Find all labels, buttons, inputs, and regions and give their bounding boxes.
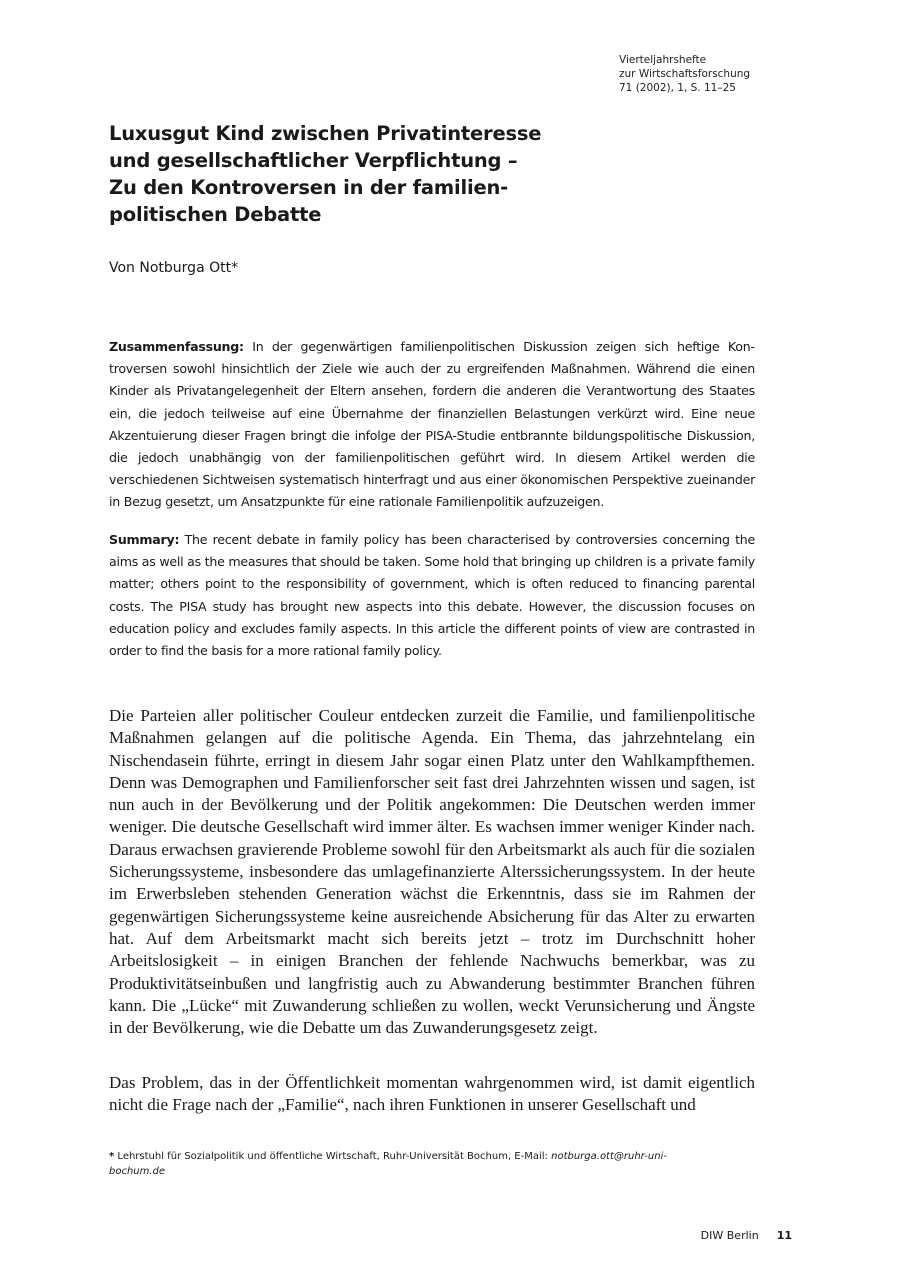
- title-line-1: Luxusgut Kind zwischen Privatinteresse: [109, 122, 542, 145]
- journal-name-line1: Vierteljahrshefte: [619, 54, 707, 66]
- body-paragraph-1: Die Parteien aller politischer Couleur entdecken zurzeit die Familie, und familienpolitische Maßnahmen gelangen auf die politische Agenda. Ein Thema, das jahrzehntelang ein Nischendasein führte, erringt in diesem Jahr sogar einen Platz unter den Wahlkampfthemen. Denn was Demographen und Familienforscher seit fast drei Jahrzehnten wissen und sagen, ist nun auch in der Bevölkerung und der Politik angekommen: Die Deutschen werden immer weniger. Die deutsche Gesellschaft wird immer älter. Es wachsen immer weniger Kinder nach. Daraus erwachsen gravierende Probleme sowohl für den Arbeitsmarkt als auch für die sozialen Sicherungssysteme, insbesondere das umlagefinanzierte Alterssicherungssystem. In der heute im Erwerbsleben stehenden Generation wächst die Erkenntnis, dass sie im Rahmen der gegenwärtigen Sicherungssysteme keine ausreichende Absicherung für das Alter zu erwarten hat. Auf dem Arbeitsmarkt macht sich bereits jetzt – trotz im Durchschnitt hoher Arbeitslosigkeit – in einigen Branchen der fehlende Nachwuchs bemerkbar, was zu Produktivitätseinbußen und langfristig auch zu Abwanderung bestimmter Branchen führen kann. Die „Lücke“ mit Zuwanderung schließen zu wollen, weckt Verunsicherung und Ängste in der Bevölkerung, wie die Debatte um das Zuwanderungsgesetz zeigt.: [109, 706, 755, 1038]
- abstract-english-label: Summary:: [109, 532, 180, 547]
- footnote-email-link[interactable]: notburga.ott@ruhr-uni-bochum.de: [109, 1151, 667, 1177]
- title-line-4: politischen Debatte: [109, 203, 322, 226]
- abstract-german-label: Zusammenfassung:: [109, 339, 244, 354]
- journal-citation: 71 (2002), 1, S. 11–25: [619, 82, 736, 94]
- abstract-german: [109, 336, 755, 514]
- journal-reference: [619, 53, 839, 95]
- abstract-english: [109, 529, 755, 662]
- abstract-english-text: The recent debate in family policy has been characterised by controversies concerning the aims as well as the measures that should be taken. Some hold that bringing up children is a private family matter; others point to the responsibility of government, which is often reduced to financing parental costs. The PISA study has brought new aspects into this debate. However, the discussion focuses on education policy and excludes family aspects. In this article the different points of view are contrasted in order to find the basis for a more rational family policy.: [109, 532, 755, 659]
- article-title: [109, 120, 669, 228]
- footnote-marker: *: [109, 1151, 115, 1162]
- journal-name-line2: zur Wirtschaftsforschung: [619, 68, 751, 80]
- footnote: [109, 1149, 669, 1179]
- body-paragraph-2: Das Problem, das in der Öffentlichkeit momentan wahrgenommen wird, ist damit eigentlich nicht die Frage nach der „Familie“, nach ihren Funktionen in unserer Gesellschaft und: [109, 1073, 755, 1115]
- abstract-german-text: In der gegenwärtigen familienpolitischen Diskussion zeigen sich heftige Kontroversen sowohl hinsichtlich der Ziele wie auch der zu ergreifenden Maßnahmen. Während die einen Kinder als Privatangelegenheit der Eltern ansehen, fordern die anderen die Verantwortung des Staates ein, die jedoch teilweise auf eine Übernahme der finanziellen Belastungen verkürzt wird. Eine neue Akzentuierung dieser Fragen bringt die infolge der PISA-Studie entbrannte bildungspolitische Diskussion, die jedoch unabhängig von der familienpolitischen geführt wird. In diesem Artikel werden die verschiedenen Sichtweisen systematisch hinterfragt und aus einer ökonomischen Perspektive zueinander in Bezug gesetzt, um Ansatzpunkte für eine rationale Familienpolitik aufzuzeigen.: [109, 339, 755, 510]
- page-number: 11: [776, 1229, 792, 1242]
- footnote-text: Lehrstuhl für Sozialpolitik und öffentliche Wirtschaft, Ruhr-Universität Bochum, E-Mail:: [117, 1151, 548, 1162]
- page-footer: [701, 1228, 792, 1244]
- title-line-2: und gesellschaftlicher Verpflichtung –: [109, 149, 518, 172]
- author-byline: Von Notburga Ott*: [109, 260, 239, 276]
- title-line-3: Zu den Kontroversen in der familien-: [109, 176, 509, 199]
- publisher-name: DIW Berlin: [700, 1229, 759, 1242]
